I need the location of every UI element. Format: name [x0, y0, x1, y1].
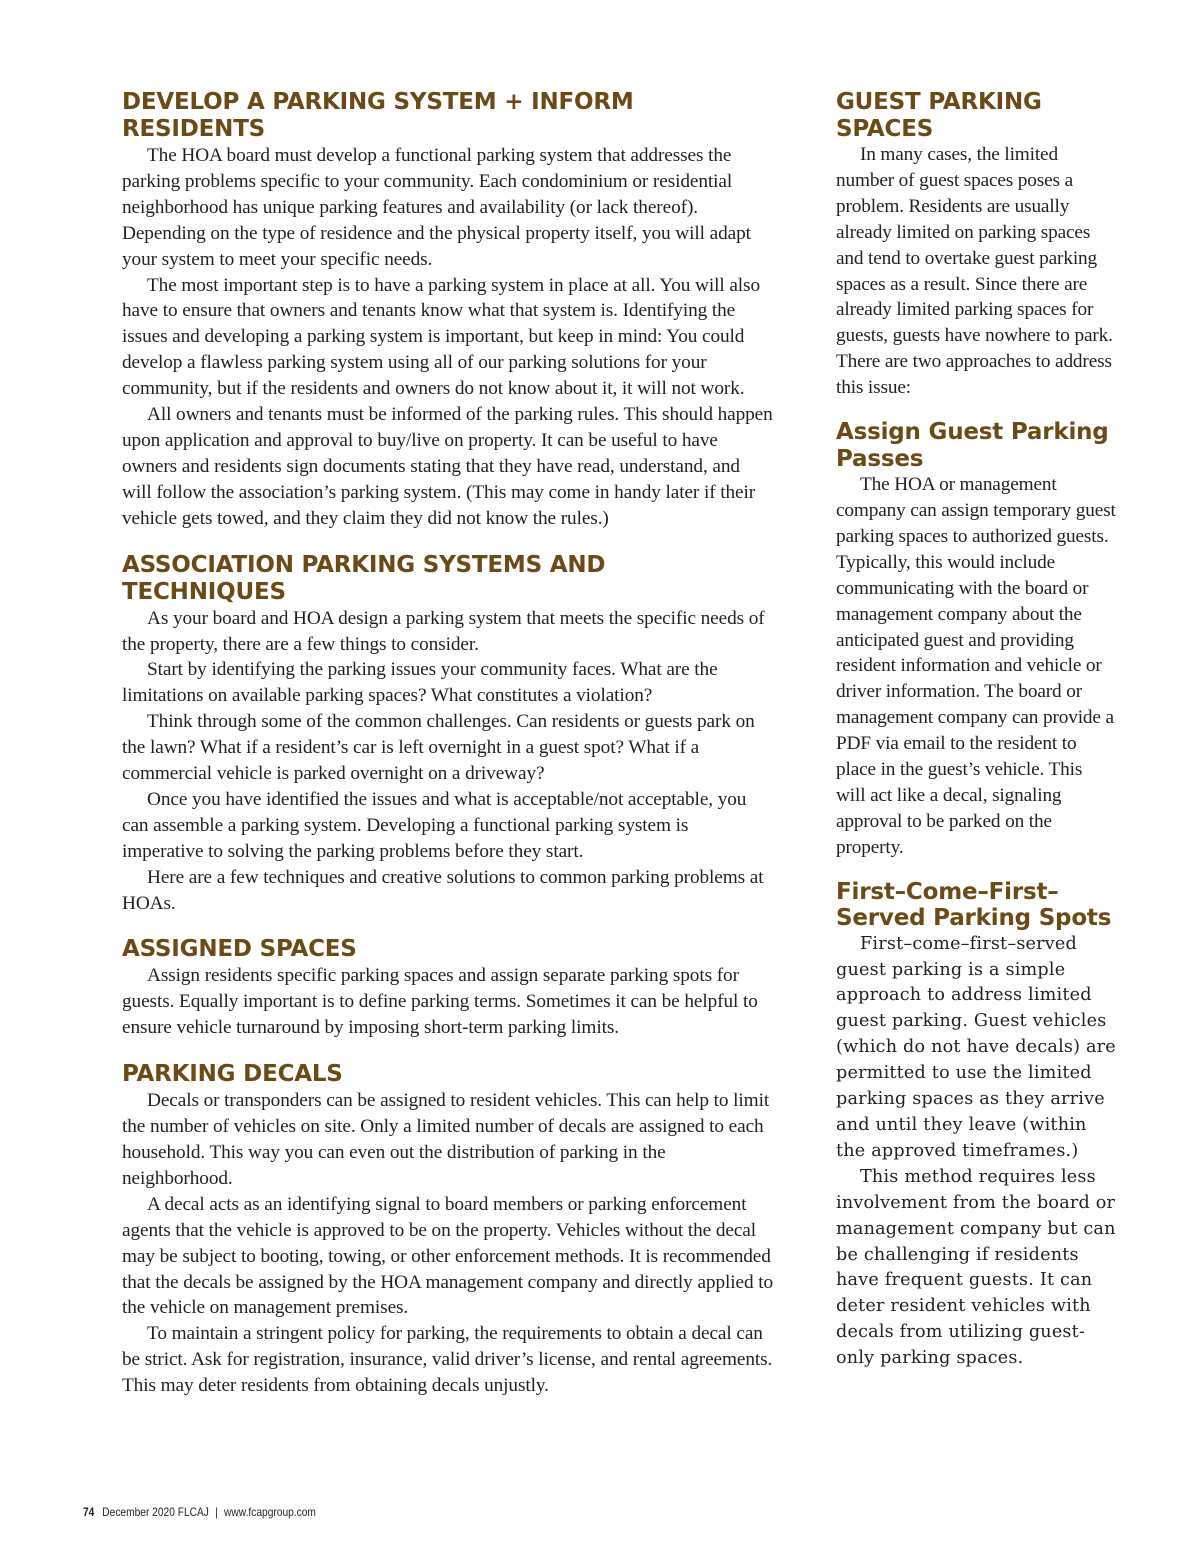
left-column	[122, 89, 774, 1399]
paragraph: Here are a few techniques and creative solutions to common parking problems at HOAs.	[122, 866, 764, 914]
paragraph: A decal acts as an identifying signal to board members or parking enforcement agents that the vehicle is approved to be on the property. Vehicles without the decal may be subject to booting, towing, or other enforcement methods. It is recommended that the decals be assigned by the HOA management company and directly applied to the vehicle on management premises.	[122, 1193, 774, 1319]
paragraph: Assign residents specific parking spaces and assign separate parking spots for guests. Equally important is to define parking terms. Sometimes it can be helpful to ensure vehicle turnaround by imposing short-term parking limits.	[122, 965, 758, 1039]
paragraph: The HOA board must develop a functional parking system that addresses the parking problems specific to your community. Each condominium or residential neighborhood has unique parking features and availability (or lack thereof). Depending on the type of residence and the physical property itself, you will adapt your system to meet your specific needs.	[122, 145, 751, 270]
paragraph: All owners and tenants must be informed of the parking rules. This should happen upon application and approval to buy/live on property. It can be useful to have owners and residents sign documents stating that they have read, understand, and will follow the association’s parking system. (This may come in handy later if their vehicle gets towed, and they claim they did not know the rules.)	[122, 404, 773, 529]
paragraph: As your board and HOA design a parking system that meets the specific needs of the property, there are a few things to consider.	[122, 607, 765, 655]
subheading-assign-guest-parking-passes: Assign Guest Parking Passes	[836, 419, 1109, 472]
paragraph: To maintain a stringent policy for parking, the requirements to obtain a decal can be strict. Ask for registration, insurance, valid driver’s license, and rental agreements. This may deter residents from obtaining decals unjustly.	[122, 1323, 773, 1397]
paragraph: Once you have identified the issues and what is acceptable/not acceptable, you can assemble a parking system. Developing a functional parking system is imperative to solving the parking problems before they start.	[122, 788, 747, 862]
website-link[interactable]: www.fcapgroup.com	[224, 1505, 316, 1519]
paragraph: Start by identifying the parking issues your community faces. What are the limitations on available parking spaces? What constitutes a violation?	[122, 659, 718, 707]
paragraph: In many cases, the limited number of guest spaces poses a problem. Residents are usually already limited on parking spaces and tend to overtake guest parking spaces as a result. Since there are already limited parking spaces for guests, guests have nowhere to park. There are two approaches to address this issue:	[836, 144, 1113, 399]
section-heading-parking-decals: PARKING DECALS	[122, 1061, 343, 1088]
paragraph: The HOA or management company can assign temporary guest parking spaces to authorized guests. Typically, this would include communicating with the board or management company about the anticipated guest and providing resident information and vehicle or driver information. The board or management company can provide a PDF via email to the resident to place in the guest’s vehicle. This will act like a decal, signaling approval to be parked on the property.	[836, 474, 1116, 858]
publication-name: FLCAJ	[177, 1505, 209, 1519]
section-heading-assigned-spaces: ASSIGNED SPACES	[122, 936, 357, 963]
section-heading-guest-parking-spaces: GUEST PARKING SPACES	[836, 89, 1042, 142]
paragraph: Think through some of the common challenges. Can residents or guests park on the lawn? What if a resident’s car is left overnight in a guest spot? What if a commercial vehicle is parked overnight on a driveway?	[122, 711, 755, 785]
page-footer	[83, 1505, 316, 1519]
right-column	[836, 89, 1116, 1372]
section-heading-develop-parking-system: DEVELOP A PARKING SYSTEM + INFORM RESIDENTS	[122, 89, 634, 142]
paragraph: First–come–first–served guest parking is a simple approach to address limited guest parking. Guest vehicles (which do not have decals) are permitted to use the limited parking spaces as they arrive and until they leave (within the approved timeframes.)	[836, 933, 1116, 1161]
subheading-first-come-first-served: First–Come–First–Served Parking Spots	[836, 878, 1112, 932]
issue-date: December 2020	[102, 1505, 175, 1519]
paragraph: Decals or transponders can be assigned to resident vehicles. This can help to limit the number of vehicles on site. Only a limited number of decals are assigned to each household. This way you can even out the distribution of parking in the neighborhood.	[122, 1090, 770, 1189]
page-number: 74	[83, 1505, 95, 1519]
paragraph: The most important step is to have a parking system in place at all. You will also have to ensure that owners and tenants know what that system is. Identifying the issues and developing a parking system is important, but keep in mind: You could develop a flawless parking system using all of our parking solutions for your community, but if the residents and owners do not know about it, it will not work.	[122, 274, 760, 400]
paragraph: This method requires less involvement from the board or management company but can be challenging if residents have frequent guests. It can deter resident vehicles with decals from utilizing guest-only parking spaces.	[836, 1166, 1116, 1369]
footer-separator: |	[215, 1505, 218, 1519]
section-heading-association-parking-systems: ASSOCIATION PARKING SYSTEMS AND TECHNIQUES	[122, 551, 606, 605]
